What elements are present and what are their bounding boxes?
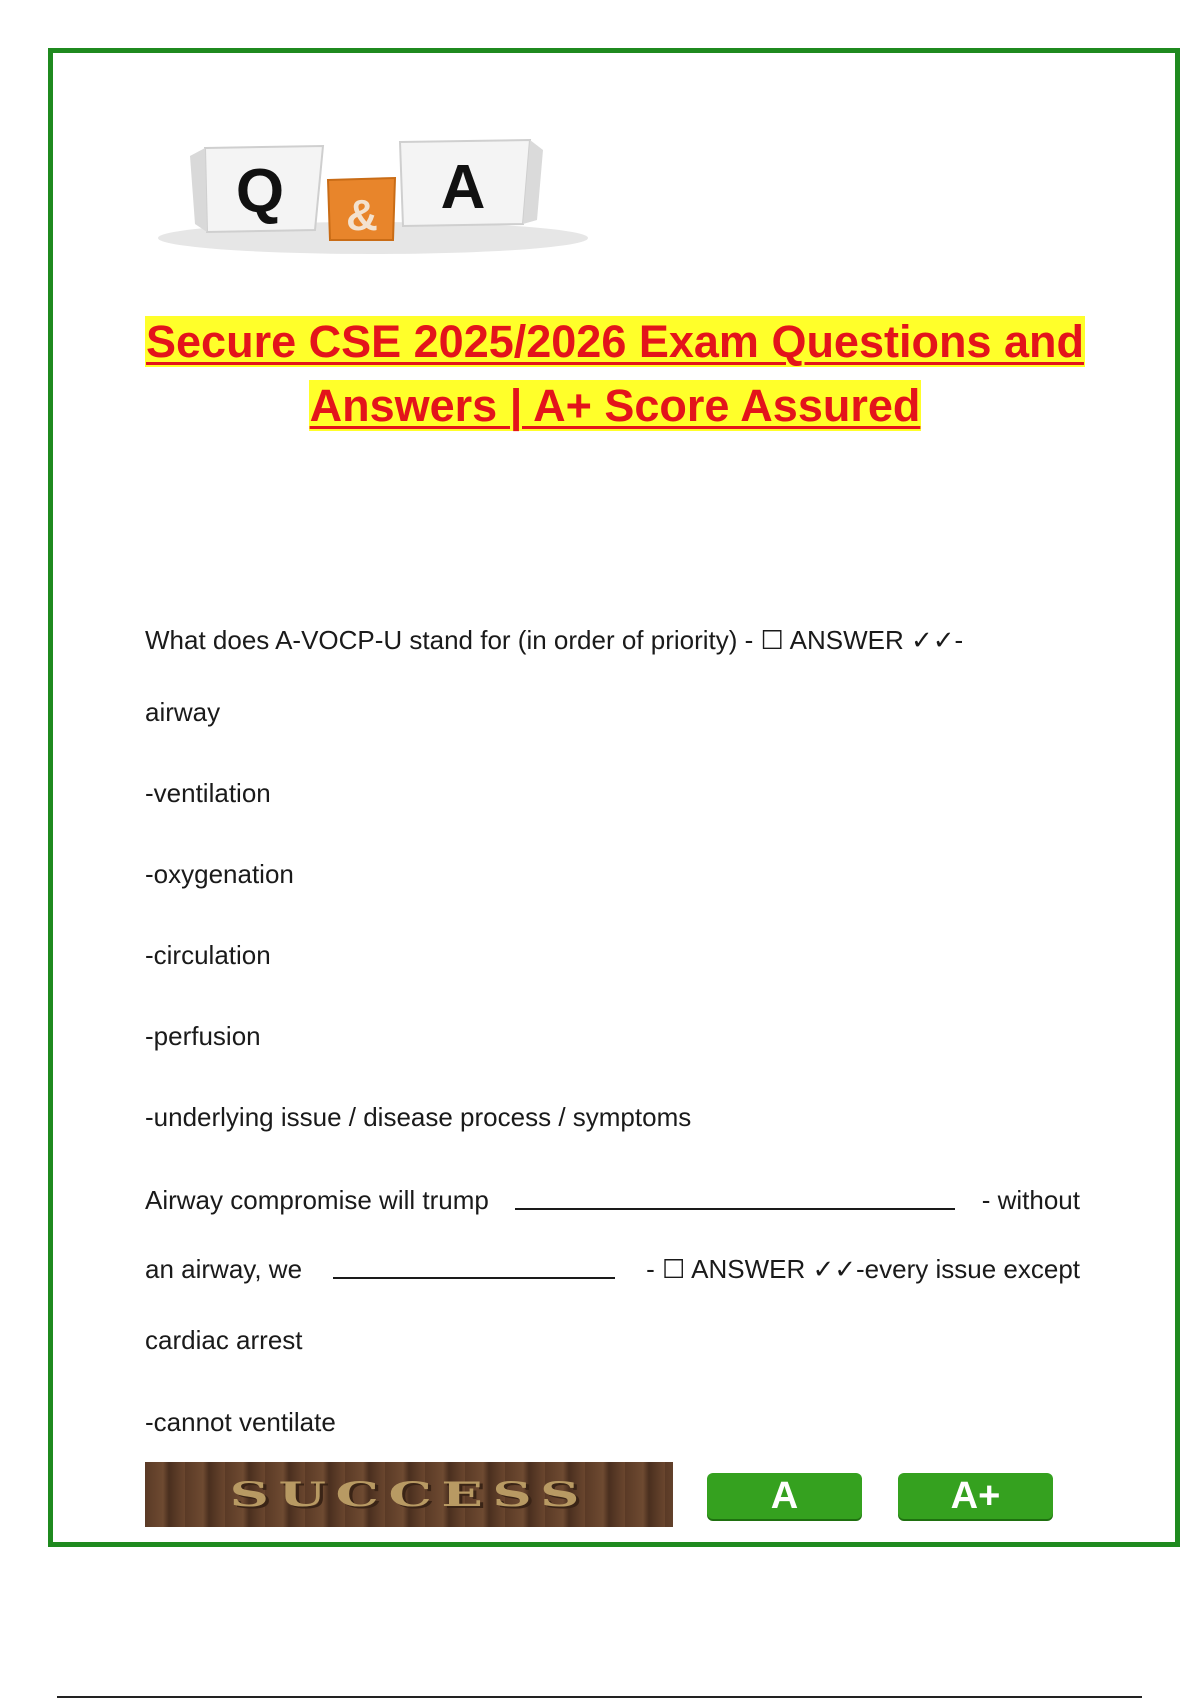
answer-1-item: -circulation [145,940,271,970]
grade-aplus-badge: A+ [898,1473,1053,1519]
q-die [190,146,323,232]
question-2-line-2 [145,1253,1080,1285]
a-die-letter: A [440,153,486,222]
fill-in-blank [333,1253,615,1279]
document-title-text: Secure CSE 2025/2026 Exam Questions and Answers | A+ Score Assured [146,316,1084,431]
ampersand-die [328,178,395,240]
document-title [110,310,1120,438]
question-2-text: Airway compromise will trump [145,1185,489,1215]
question-2-text: an airway, we [145,1254,303,1284]
question-2-text: - without [981,1185,1080,1215]
answer-1-item: -underlying issue / disease process / symptoms [145,1102,692,1132]
answer-1-item: -oxygenation [145,859,294,889]
answer-1-item: -perfusion [145,1021,261,1051]
question-2-line-1 [145,1184,1080,1216]
footer-rule [57,1696,1142,1698]
answer-2-item: cardiac arrest [145,1325,303,1355]
answer-2-label: - ☐ ANSWER ✓✓-every issue except [646,1254,1080,1284]
answer-1-item: airway [145,697,221,727]
answer-2-item: -cannot ventilate [145,1407,336,1437]
success-banner [145,1462,673,1527]
answer-1-item: -ventilation [145,778,271,808]
qa-dice-logo [145,120,600,270]
question-1: What does A-VOCP-U stand for (in order of priority) - ☐ ANSWER ✓✓- [145,625,964,655]
grade-a-badge: A [707,1473,862,1519]
q-die-letter: Q [235,157,285,226]
success-banner-text: SUCCESS [229,1474,589,1515]
a-die [400,140,543,226]
ampersand-die-letter: & [346,191,378,240]
fill-in-blank [515,1184,955,1210]
